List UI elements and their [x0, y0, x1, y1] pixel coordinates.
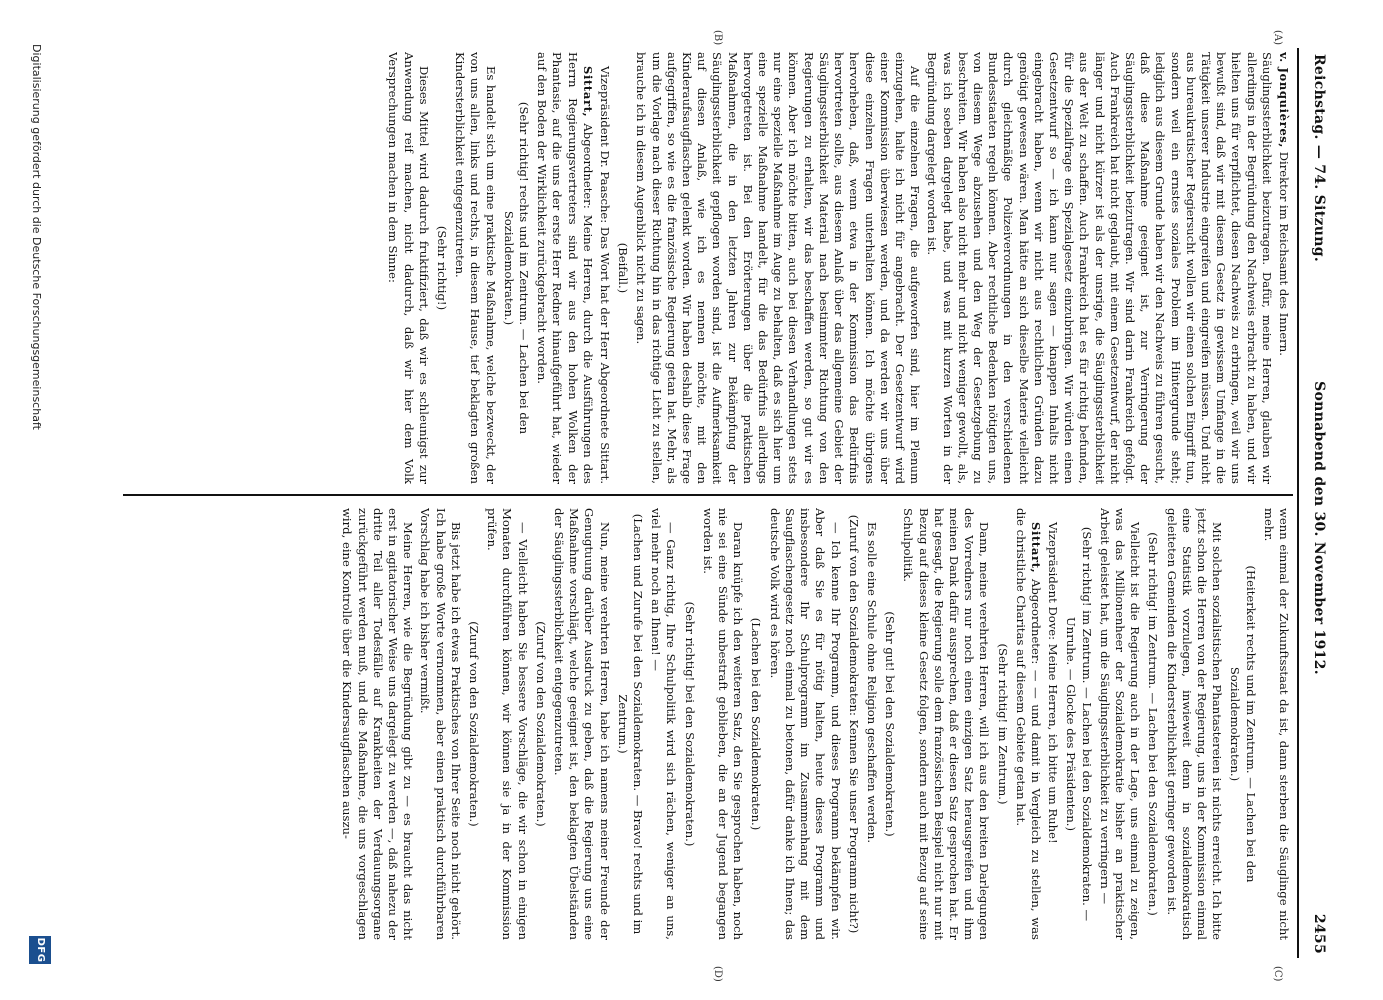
interjection: (Zuruf von den Sozialdemokraten.): [533, 621, 548, 827]
paragraph: — Vielleicht haben Sie bessere Vorschläge, die wir schon in einigen Monaten durchführen können, wir können sie ja in der Kommission prüfen.: [485, 508, 530, 940]
paragraph: — Ganz richtig, Ihre Schulpolitik wird sich rächen, weniger an uns, viel mehr noch an Ihnen! —: [649, 508, 679, 940]
paragraph: Abgeordneter: Meine Herren, durch die Ausführungen des Herrn Regierungsvertreters sind wir aus den hohen Wolken der Phantasie, auf die uns der erste Herr Redner hinaufgeführt hat, wieder auf den Boden der Wirklichkeit zurückgebracht worden.: [535, 52, 595, 484]
margin-mark-b: (B): [712, 30, 723, 46]
paragraph: Es solle eine Schule ohne Religion geschaffen werden.: [864, 522, 879, 844]
speaker-name: Sittart,: [580, 66, 595, 118]
interjection: (Sehr richtig! im Zentrum. — Lachen bei den Sozialdemokraten. — Unruhe. — Glocke des Präsidenten.): [1064, 526, 1094, 922]
margin-mark-a: (A): [1272, 30, 1283, 46]
margin-mark-d: (D): [712, 966, 723, 982]
interjection: (Sehr richtig! bei den Sozialdemokraten.): [682, 601, 697, 847]
dfg-logo: DFG: [29, 936, 51, 964]
paragraph: — Ich kenne Ihr Programm, und dieses Programm bekämpfen wir. Aber daß Sie es für nötig halten, heute dieses Programm und insbesondere Ihr Schulprogramm im Zusammenhang mit dem Saugflaschengesetz noch einmal zu betonen, dafür danke ich Ihnen; das deutsche Volk wird es hören.: [767, 508, 843, 940]
margin-mark-c: (C): [1272, 966, 1283, 982]
paragraph: Es handelt sich um eine praktische Maßnahme, welche bezweckt, der von uns allen, links und rechts, in diesem Hause, tief beklagten großen Kindersterblichkeit entgegenzutreten.: [453, 52, 498, 484]
interjection: (Zuruf von den Sozialdemokraten: Kennen Sie unser Programm nicht?): [846, 514, 861, 934]
page-header: [1297, 48, 1335, 958]
interjection: (Zuruf von den Sozialdemokraten.): [467, 621, 482, 827]
column-divider: [123, 494, 1293, 496]
paragraph: Dann, meine verehrten Herren, will ich aus den breiten Darlegungen des Vorredners nur noch einen einzigen Satz herausgreifen und ihm meinen Dank dafür aussprechen, daß er diesen Satz gesprochen hat. Er hat gesagt, die Regierung solle dem französischen Beispiel nicht nur mit Bezug auf dieses kleine Gesetz folgen, sondern auch mit Bezug auf seine Schulpolitik.: [901, 508, 992, 940]
paragraph: Vizepräsident Dr. Paasche: Das Wort hat der Herr Abgeordnete Sittart.: [598, 66, 613, 484]
paragraph: Daran knüpfe ich den weiteren Satz, den Sie gesprochen haben, noch nie sei eine Sünde unbestraft geblieben, die an der Jugend begangen worden ist.: [700, 508, 746, 940]
paragraph: Säuglingssterblichkeit beizutragen. Dafür, meine Herren, glauben wir allerdings in der Begründung den Nachweis erbracht zu haben, und wir hielten uns für verpflichtet, diesen Nachweis zu erbringen, weil wir uns bewußt sind, daß wir mit diesem Gesetz in gewissem Umfange in die Tätigkeit unserer Industrie eingreifen und eingreifen müssen. Und nicht aus bureaukratischer Regiersucht wollen wir einen solchen Eingriff tun, sondern weil ein ernstes soziales Problem im Hintergrunde steht; lediglich aus diesem Grunde haben wir den Nachweis zu führen gesucht, daß diese Maßnahme geeignet ist, zur Verringerung der Säuglingssterblichkeit beizutragen. Wir sind darin Frankreich gefolgt. Auch Frankreich hat nicht geglaubt, mit einem Gesetzentwurf, der nicht länger und nicht kürzer ist als der unsrige, die Säuglingssterblichkeit aus der Welt zu schaffen. Auch Frankreich hat es für richtig befunden, für die Spezialfrage ein Spezialgesetz einzubringen. Wir würden einen Gesetzentwurf so — ich kann nur sagen — knappen Inhalts nicht eingebracht haben, wenn wir nicht aus rechtlichen Gründen dazu genötigt gewesen wären. Man hätte an sich dieselbe Materie vielleicht durch gleichmäßige Polizeiverordnungen in den verschiedenen Bundesstaaten regeln können. Aber rechtliche Bedenken nötigten uns, von diesem Wege abzusehen und den Weg der Gesetzgebung zu beschreiten. Wir haben also nicht mehr und nicht weniger gewollt, als, was ich soeben dargelegt habe, und was mit kurzen Worten in der Begründung dargelegt worden ist.: [925, 52, 1274, 484]
speaker-role: Direktor im Reichsamt des Innern.: [1277, 151, 1291, 356]
right-column: [131, 508, 1291, 940]
interjection: (Sehr richtig! im Zentrum.): [995, 643, 1010, 805]
header-date: Sonnabend den 30. November 1912.: [1311, 381, 1327, 675]
speaker-name: v. Jonquières,: [1277, 52, 1291, 149]
left-column: [131, 52, 1291, 484]
paragraph: Abgeordneter: — — und damit in Vergleich zu stellen, was die christliche Charitas auf diesem Gebiete getan hat.: [1013, 508, 1043, 940]
paragraph: Vizepräsident Dove: Meine Herren, ich bitte um Ruhe!: [1046, 522, 1061, 844]
interjection: (Beifall.): [616, 242, 631, 294]
interjection: (Lachen und Zurufe bei den Sozialdemokraten. — Bravo! rechts und im Zentrum.): [615, 513, 646, 935]
paragraph: wenn einmal der Zukunftsstaat da ist, dann sterben die Säuglinge nicht mehr.: [1261, 508, 1291, 940]
paragraph: Bis jetzt habe ich etwas Praktisches von Ihrer Seite noch nicht gehört. Ich habe große Worte vernommen, aber einen praktisch durchführbaren Vorschlag habe ich bisher vermißt.: [418, 508, 463, 940]
interjection: (Sehr gut! bei den Sozialdemokraten.): [883, 611, 898, 837]
paragraph: Nun, meine verehrten Herren, habe ich namens meiner Freunde der Genugtuung darüber Ausdruck zu geben, daß die Regierung uns eine Maßnahme vorschlägt, welche geeignet ist, den beklagten Übelständen der Säuglingssterblichkeit entgegenzutreten.: [552, 508, 612, 940]
interjection: (Sehr richtig!): [435, 225, 450, 311]
paragraph: Mit solchen sozialistischen Phantastereien ist nichts erreicht. Ich bitte jetzt schon die Herren von der Regierung, uns in der Kommission einmal eine Statistik vorzulegen, inwieweit denn in sozialdemokratisch geleiteten Gemeinden die Kindersterblichkeit geringer geworden ist.: [1164, 508, 1225, 940]
header-title: Reichstag. — 74. Sitzung.: [1311, 54, 1327, 262]
paragraph: Dieses Mittel wird dadurch fruktifiziert, daß wir es schleunigst zur Anwendung reif machen, nicht dadurch, daß wir hier dem Volk Versprechungen machen in dem Sinne:: [386, 52, 431, 484]
digitization-note: Digitalisierung gefördert durch die Deutsche Forschungsgemeinschaft: [30, 44, 43, 430]
paragraph: [1276, 52, 1291, 484]
speaker-name: Sittart,: [1028, 522, 1043, 574]
interjection: (Sehr richtig! im Zentrum. — Lachen bei den Sozialdemokraten.): [1146, 532, 1161, 916]
paragraph: Vielleicht ist die Regierung auch in der Lage, uns einmal zu zeigen, was das Millionenheer der Sozialdemokratie bisher an praktischer Arbeit geleistet hat, um die Säuglingssterblichkeit zu verringern —: [1097, 508, 1143, 940]
paragraph: Meine Herren, wie die Begründung gibt zu — es braucht das nicht erst in agitatorischer Weise uns dargelegt zu werden —, daß nahezu der dritte Teil aller Todesfälle auf Krankheiten der Verdauungsorgane zurückgeführt werden muß, und die Maßnahme, die uns vorgeschlagen wird, eine Kontrolle über die Kindersaugflaschen auszu-: [340, 508, 416, 940]
page-number: 2455: [1311, 913, 1327, 954]
paragraph: Auf die einzelnen Fragen, die aufgeworfen sind, hier im Plenum einzugehen, halte ich nicht für angebracht. Der Gesetzentwurf wird einer Kommission überwiesen werden, und da werden wir uns über diese einzelnen Fragen unterhalten können. Ich möchte übrigens hervorheben, daß, wenn etwa in der Kommission das Bedürfnis hervortreten sollte, aus diesem Anlaß über das allgemeine Gebiet der Säuglingssterblichkeit Material nach bestimmter Richtung von den Regierungen zu erhalten, wir das beschaffen werden, so gut wir es können. Aber ich möchte bitten, auch bei diesen Verhandlungen stets nur eine spezielle Maßnahme im Auge zu behalten, daß es sich hier um eine spezielle Maßnahme handelt, für die das Bedürfnis allerdings hervorgetreten ist. Bei den Erörterungen über die praktischen Maßnahmen, die in den letzten Jahren zur Bekämpfung der Säuglingssterblichkeit gepflogen worden sind, ist die Aufmerksamkeit auf diesen Anlaß, wie ich es nennen möchte, mit den Kinderaufsaugflaschen gelenkt worden. Wir haben deshalb diese Frage aufgegriffen, so wie es die französische Regierung getan hat. Mehr, als um die Vorlage nach dieser Richtung hin in das richtige Licht zu stellen, brauche ich in diesem Augenblick nicht zu sagen.: [634, 52, 923, 484]
digitization-stamp: [23, 44, 53, 964]
interjection: (Sehr richtig! rechts und im Zentrum. — Lachen bei den Sozialdemokraten.): [501, 101, 532, 435]
interjection: (Lachen bei den Sozialdemokraten.): [749, 617, 764, 831]
interjection: (Heiterkeit rechts und im Zentrum. — Lachen bei den Sozialdemokraten.): [1228, 565, 1258, 883]
